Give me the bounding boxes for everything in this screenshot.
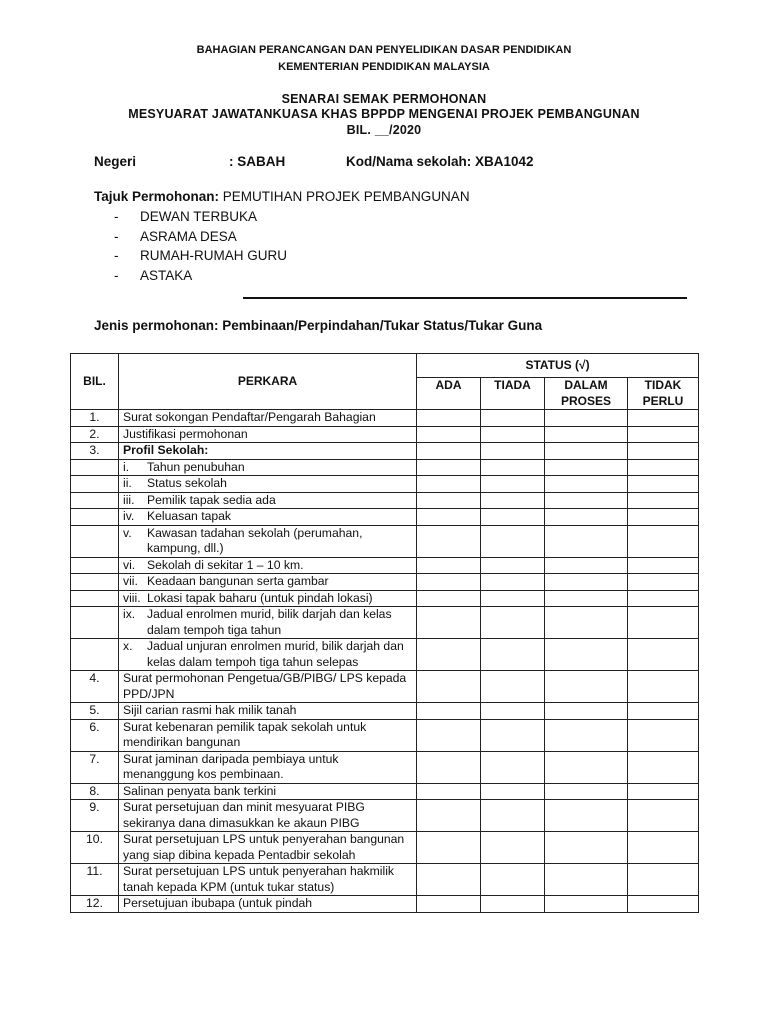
status-cell[interactable] [417, 783, 481, 800]
status-cell[interactable] [481, 410, 545, 427]
status-cell[interactable] [545, 492, 628, 509]
row-text: Surat persetujuan dan minit mesyuarat PIBG sekiranya dana dimasukkan ke akaun PIBG [119, 800, 417, 832]
status-cell[interactable] [481, 590, 545, 607]
status-cell[interactable] [481, 896, 545, 913]
status-cell[interactable] [545, 574, 628, 591]
row-number [71, 476, 119, 493]
row-number: 8. [71, 783, 119, 800]
table-row [71, 703, 699, 720]
status-cell[interactable] [545, 607, 628, 639]
status-cell[interactable] [628, 426, 699, 443]
status-cell[interactable] [628, 525, 699, 557]
row-text [119, 574, 417, 591]
row-number: 11. [71, 864, 119, 896]
row-number: 5. [71, 703, 119, 720]
sub-text: Sekolah di sekitar 1 – 10 km. [147, 557, 304, 572]
status-cell[interactable] [628, 832, 699, 864]
list-item [114, 207, 287, 227]
status-cell[interactable] [545, 557, 628, 574]
row-text: Surat kebenaran pemilik tapak sekolah untuk mendirikan bangunan [119, 719, 417, 751]
status-cell[interactable] [481, 459, 545, 476]
sub-number: ii. [123, 476, 132, 490]
row-text: Salinan penyata bank terkini [119, 783, 417, 800]
status-cell[interactable] [628, 800, 699, 832]
header-status: STATUS (√) [417, 354, 699, 378]
status-cell[interactable] [481, 671, 545, 703]
status-cell[interactable] [417, 509, 481, 526]
table-row [71, 607, 699, 639]
header-perkara: PERKARA [119, 354, 417, 410]
sub-text: Lokasi tapak baharu (untuk pindah lokasi) [147, 590, 373, 605]
status-cell[interactable] [417, 639, 481, 671]
status-cell[interactable] [545, 703, 628, 720]
status-cell[interactable] [545, 459, 628, 476]
status-cell[interactable] [417, 719, 481, 751]
table-row [71, 832, 699, 864]
project-list [114, 207, 287, 285]
row-number [71, 492, 119, 509]
status-cell[interactable] [417, 574, 481, 591]
row-text: Surat permohonan Pengetua/GB/PIBG/ LPS kepada PPD/JPN [119, 671, 417, 703]
row-number [71, 574, 119, 591]
row-text [119, 492, 417, 509]
status-cell[interactable] [545, 751, 628, 783]
header-bil: BIL. [71, 354, 119, 410]
row-text [119, 590, 417, 607]
row-text [119, 607, 417, 639]
status-cell[interactable] [417, 832, 481, 864]
row-text: Surat persetujuan LPS untuk penyerahan hakmilik tanah kepada KPM (untuk tukar status) [119, 864, 417, 896]
table-row [71, 639, 699, 671]
status-cell[interactable] [545, 800, 628, 832]
status-cell[interactable] [481, 607, 545, 639]
status-cell[interactable] [417, 671, 481, 703]
status-cell[interactable] [628, 639, 699, 671]
header-ada: ADA [417, 378, 481, 410]
status-cell[interactable] [628, 574, 699, 591]
status-cell[interactable] [481, 800, 545, 832]
status-cell[interactable] [417, 800, 481, 832]
row-number: 12. [71, 896, 119, 913]
dash: - [114, 228, 119, 244]
status-cell[interactable] [417, 476, 481, 493]
table-row [71, 525, 699, 557]
status-cell[interactable] [545, 426, 628, 443]
status-cell[interactable] [628, 719, 699, 751]
row-text: Surat sokongan Pendaftar/Pengarah Bahagian [119, 410, 417, 427]
checklist-table [70, 353, 699, 913]
status-cell[interactable] [545, 671, 628, 703]
table-row [71, 783, 699, 800]
application-title [94, 189, 470, 204]
document-title: SENARAI SEMAK PERMOHONAN [281, 92, 487, 106]
application-title-label: Tajuk Permohonan: [94, 189, 220, 204]
row-number: 1. [71, 410, 119, 427]
status-cell[interactable] [481, 719, 545, 751]
sub-text: Pemilik tapak sedia ada [147, 492, 276, 507]
status-cell[interactable] [417, 426, 481, 443]
status-cell[interactable] [481, 443, 545, 460]
row-text: Profil Sekolah: [119, 443, 417, 460]
header-tidak-perlu: TIDAK PERLU [628, 378, 699, 410]
table-row [71, 459, 699, 476]
status-cell[interactable] [545, 509, 628, 526]
table-row [71, 492, 699, 509]
row-number [71, 590, 119, 607]
status-cell[interactable] [417, 751, 481, 783]
status-cell[interactable] [545, 476, 628, 493]
status-cell[interactable] [481, 426, 545, 443]
table-row [71, 864, 699, 896]
status-cell[interactable] [417, 492, 481, 509]
document-subtitle: MESYUARAT JAWATANKUASA KHAS BPPDP MENGENAI PROJEK PEMBANGUNAN [128, 107, 640, 121]
sub-text: Keluasan tapak [147, 509, 232, 523]
table-row [71, 671, 699, 703]
status-cell[interactable] [545, 590, 628, 607]
table-row [71, 557, 699, 574]
status-cell[interactable] [545, 525, 628, 557]
sub-number: i. [123, 459, 130, 474]
status-cell[interactable] [545, 864, 628, 896]
status-cell[interactable] [628, 751, 699, 783]
sub-number: v. [123, 525, 132, 540]
table-row [71, 590, 699, 607]
negeri-value: : SABAH [229, 154, 286, 169]
table-row [71, 719, 699, 751]
sub-number: iii. [123, 492, 135, 507]
row-text [119, 557, 417, 574]
status-cell[interactable] [417, 557, 481, 574]
project-item: ASRAMA DESA [140, 228, 237, 244]
status-cell[interactable] [628, 703, 699, 720]
row-text [119, 639, 417, 671]
status-cell[interactable] [481, 751, 545, 783]
row-text [119, 476, 417, 493]
school-code: Kod/Nama sekolah: XBA1042 [346, 154, 534, 169]
row-number [71, 639, 119, 671]
table-row [71, 410, 699, 427]
status-cell[interactable] [628, 896, 699, 913]
status-cell[interactable] [481, 703, 545, 720]
status-cell[interactable] [481, 525, 545, 557]
row-text: Surat persetujuan LPS untuk penyerahan bangunan yang siap dibina kepada Pentadbir sekolah [119, 832, 417, 864]
header-dalam-proses: DALAM PROSES [545, 378, 628, 410]
row-text: Sijil carian rasmi hak milik tanah [119, 703, 417, 720]
row-number: 9. [71, 800, 119, 832]
status-cell[interactable] [628, 459, 699, 476]
status-cell[interactable] [417, 703, 481, 720]
table-row [71, 800, 699, 832]
table-row [71, 509, 699, 526]
status-cell[interactable] [417, 410, 481, 427]
project-item: RUMAH-RUMAH GURU [140, 248, 287, 263]
row-number [71, 557, 119, 574]
sub-text: Keadaan bangunan serta gambar [147, 574, 329, 588]
table-row [71, 574, 699, 591]
status-cell[interactable] [417, 590, 481, 607]
status-cell[interactable] [545, 832, 628, 864]
sub-number: viii. [123, 590, 141, 605]
status-cell[interactable] [481, 864, 545, 896]
status-cell[interactable] [545, 783, 628, 800]
status-cell[interactable] [481, 557, 545, 574]
status-cell[interactable] [545, 410, 628, 427]
dash: - [114, 209, 119, 224]
sub-text: Tahun penubuhan [147, 459, 245, 474]
sub-text: Jadual unjuran enrolmen murid, bilik darjah dan kelas dalam tempoh tiga tahun selepas [147, 639, 404, 669]
row-number: 7. [71, 751, 119, 783]
list-item [114, 266, 287, 286]
row-number: 3. [71, 443, 119, 460]
row-number [71, 525, 119, 557]
status-cell[interactable] [417, 525, 481, 557]
row-text [119, 525, 417, 557]
document-number: BIL. __/2020 [346, 123, 422, 137]
status-cell[interactable] [481, 574, 545, 591]
sub-text: Status sekolah [147, 476, 227, 490]
table-row [71, 476, 699, 493]
row-number: 6. [71, 719, 119, 751]
header-ministry: KEMENTERIAN PENDIDIKAN MALAYSIA [278, 61, 490, 73]
sub-number: iv. [123, 509, 135, 523]
status-cell[interactable] [481, 476, 545, 493]
status-cell[interactable] [628, 410, 699, 427]
row-text: Surat jaminan daripada pembiaya untuk menanggung kos pembinaan. [119, 751, 417, 783]
row-number [71, 607, 119, 639]
status-cell[interactable] [545, 443, 628, 460]
status-cell[interactable] [481, 783, 545, 800]
row-number [71, 459, 119, 476]
row-number: 2. [71, 426, 119, 443]
status-cell[interactable] [628, 607, 699, 639]
project-item: DEWAN TERBUKA [140, 209, 258, 224]
status-cell[interactable] [481, 509, 545, 526]
dash: - [114, 267, 119, 283]
sub-number: x. [123, 639, 133, 653]
status-cell[interactable] [628, 590, 699, 607]
status-cell[interactable] [628, 509, 699, 526]
table-row [71, 751, 699, 783]
status-cell[interactable] [628, 492, 699, 509]
divider-line [243, 297, 687, 299]
header-department: BAHAGIAN PERANCANGAN DAN PENYELIDIKAN DASAR PENDIDIKAN [196, 44, 572, 56]
status-cell[interactable] [628, 443, 699, 460]
status-cell[interactable] [417, 864, 481, 896]
status-cell[interactable] [545, 639, 628, 671]
sub-number: ix. [123, 607, 136, 621]
row-text: Justifikasi permohonan [119, 426, 417, 443]
status-cell[interactable] [417, 896, 481, 913]
sub-number: vi. [123, 557, 136, 572]
row-number: 10. [71, 832, 119, 864]
project-item: ASTAKA [140, 267, 193, 283]
sub-text: Kawasan tadahan sekolah (perumahan, kampung, dll.) [147, 525, 363, 555]
status-cell[interactable] [481, 832, 545, 864]
status-cell[interactable] [481, 639, 545, 671]
status-cell[interactable] [417, 443, 481, 460]
row-text [119, 459, 417, 476]
status-cell[interactable] [628, 671, 699, 703]
status-cell[interactable] [628, 783, 699, 800]
status-cell[interactable] [545, 896, 628, 913]
application-title-value: PEMUTIHAN PROJEK PEMBANGUNAN [222, 189, 470, 204]
list-item [114, 246, 287, 266]
status-cell[interactable] [628, 557, 699, 574]
row-text: Persetujuan ibubapa (untuk pindah [119, 896, 417, 913]
application-type: Jenis permohonan: Pembinaan/Perpindahan/Tukar Status/Tukar Guna [94, 318, 543, 333]
status-cell[interactable] [481, 492, 545, 509]
table-row [71, 896, 699, 913]
status-cell[interactable] [628, 476, 699, 493]
row-number: 4. [71, 671, 119, 703]
table-row [71, 443, 699, 460]
sub-number: vii. [123, 574, 138, 588]
negeri-label: Negeri [94, 154, 137, 169]
header-tiada: TIADA [481, 378, 545, 410]
list-item [114, 227, 287, 247]
status-cell[interactable] [417, 459, 481, 476]
row-number [71, 509, 119, 526]
row-text [119, 509, 417, 526]
status-cell[interactable] [417, 607, 481, 639]
status-cell[interactable] [628, 864, 699, 896]
status-cell[interactable] [545, 719, 628, 751]
table-row [71, 426, 699, 443]
sub-text: Jadual enrolmen murid, bilik darjah dan kelas dalam tempoh tiga tahun [147, 607, 392, 637]
dash: - [114, 248, 119, 263]
